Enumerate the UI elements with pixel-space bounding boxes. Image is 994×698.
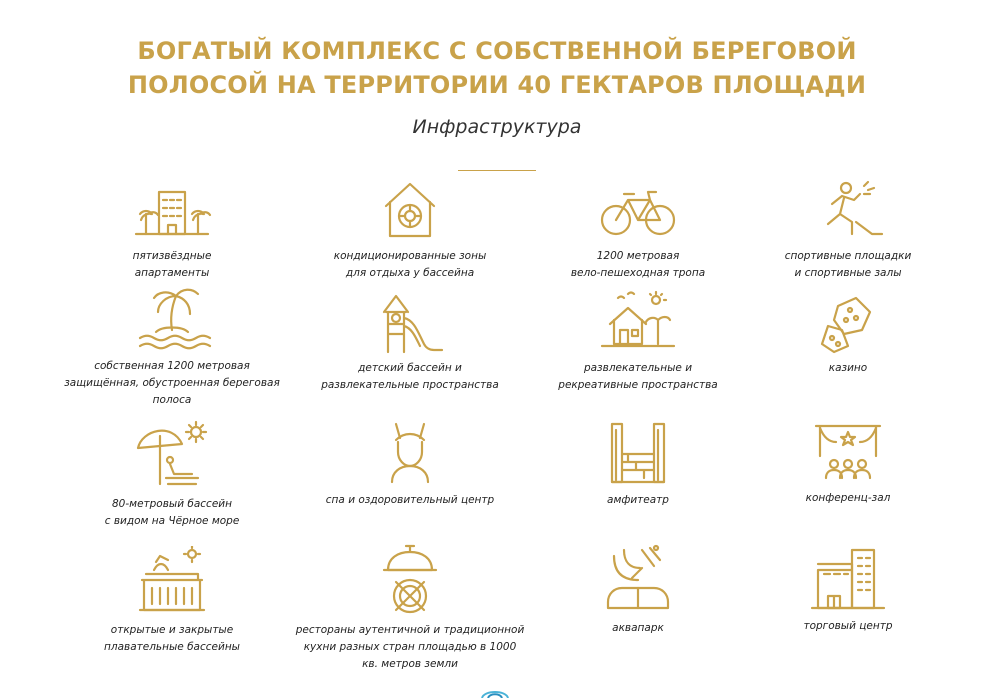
feature-item [52, 286, 292, 409]
feature-item [728, 420, 968, 507]
playground-slide-icon [370, 290, 450, 354]
feature-item [290, 540, 530, 673]
feature-label: пятизвёздные апартаменты [132, 250, 212, 279]
cloche-plate-icon [370, 540, 450, 616]
feature-label: амфитеатр [607, 494, 669, 506]
feature-label: 80-метровый бассейн с видом на Чёрное море [104, 498, 240, 527]
feature-item [290, 180, 530, 282]
amphitheater-icon [598, 420, 678, 486]
divider [458, 170, 536, 171]
feature-label: конференц-зал [805, 492, 891, 504]
feature-label: спа и оздоровительный центр [325, 494, 495, 506]
feature-item [52, 184, 292, 282]
feature-label: открытые и закрытые плавательные бассейны [104, 624, 240, 653]
feature-label: торговый центр [803, 620, 893, 632]
feature-item [728, 296, 968, 377]
feature-label: казино [828, 362, 868, 374]
feature-label: аквапарк [612, 622, 664, 634]
dice-icon [808, 296, 888, 354]
aquapark-slide-icon [598, 542, 678, 614]
pool-house-icon [370, 180, 450, 242]
spa-person-icon [370, 420, 450, 486]
title-line-1: БОГАТЫЙ КОМПЛЕКС С СОБСТВЕННОЙ БЕРЕГОВОЙ [137, 37, 857, 65]
logo-emblem [478, 684, 512, 698]
house-beach-icon [598, 290, 678, 354]
title-line-2: ПОЛОСОЙ НА ТЕРРИТОРИИ 40 ГЕКТАРОВ ПЛОЩАДИ [127, 71, 867, 99]
shopping-center-icon [808, 546, 888, 612]
pool-building-icon [132, 546, 212, 616]
island-palm-icon [132, 286, 212, 352]
feature-label: рестораны аутентичной и традиционной кухни разных стран площадью в 1000 кв. метров земли [295, 624, 525, 670]
feature-item [290, 290, 530, 394]
beach-umbrella-icon [132, 420, 212, 490]
running-icon [808, 178, 888, 242]
feature-label: кондиционированные зоны для отдыха у бассейна [333, 250, 487, 279]
feature-item [728, 546, 968, 635]
feature-label: спортивные площадки и спортивные залы [784, 250, 912, 279]
stage-audience-icon [808, 420, 888, 484]
feature-item [518, 420, 758, 509]
feature-label: собственная 1200 метровая защищённая, обустроенная береговая полоса [64, 360, 280, 406]
feature-item [518, 542, 758, 637]
section-subtitle: Инфраструктура [412, 116, 582, 138]
feature-label: детский бассейн и развлекательные пространства [321, 362, 499, 391]
feature-label: 1200 метровая вело-пешеходная тропа [570, 250, 706, 279]
feature-item [728, 178, 968, 282]
feature-item [518, 290, 758, 394]
page-title [0, 34, 994, 102]
feature-item [52, 420, 292, 530]
hotel-palms-icon [132, 184, 212, 242]
feature-label: развлекательные и рекреативные пространства [558, 362, 718, 391]
bicycle-icon [598, 180, 678, 242]
feature-item [52, 546, 292, 656]
feature-item [290, 420, 530, 509]
feature-item [518, 180, 758, 282]
